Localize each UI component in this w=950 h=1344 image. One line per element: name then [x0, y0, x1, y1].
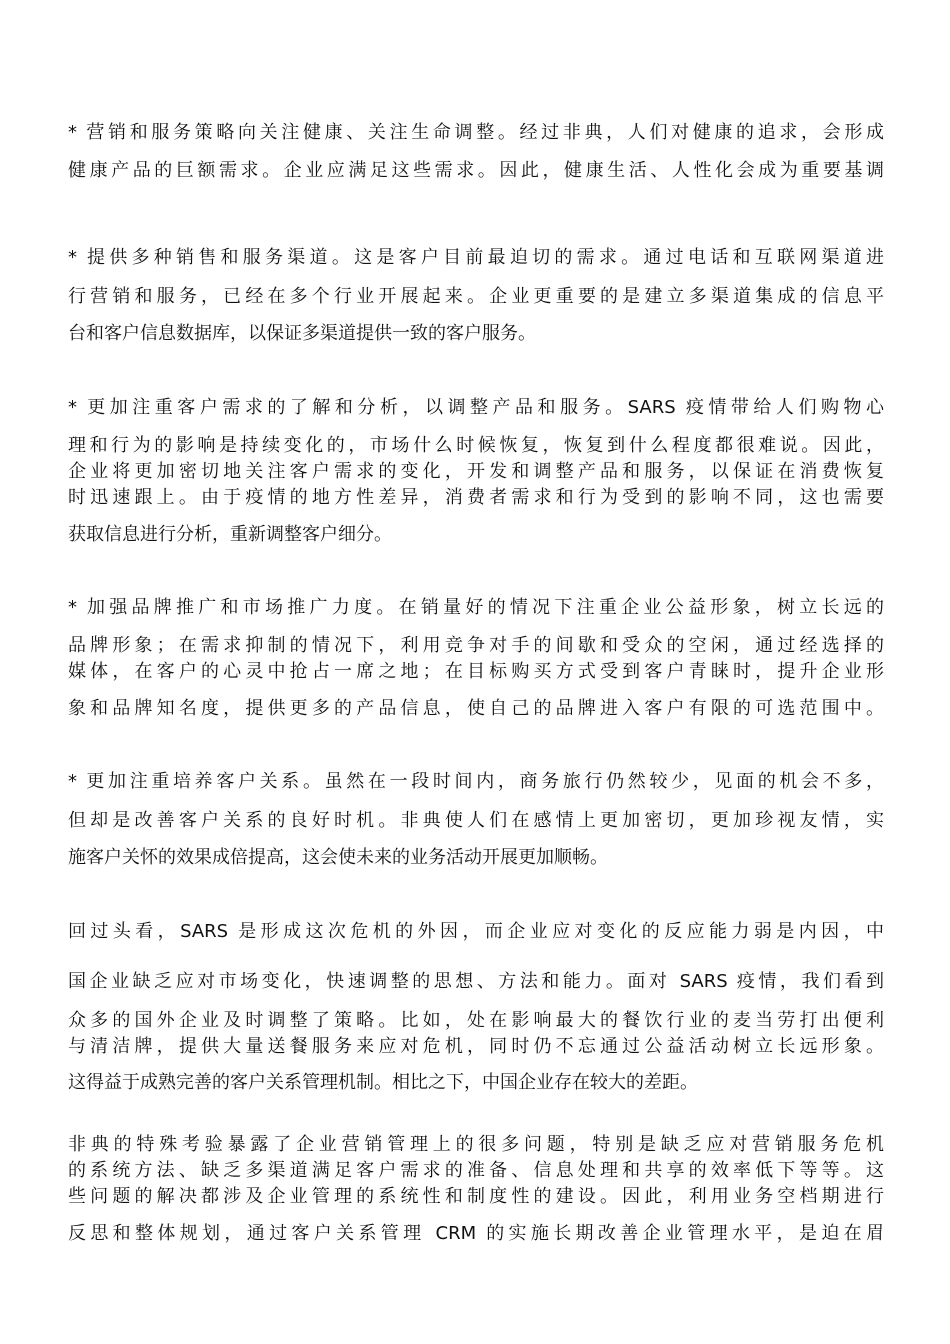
paragraph-3-line-4: 时迅速跟上。由于疫情的地方性差异，消费者需求和行为受到的影响不同，这也需要	[68, 487, 884, 508]
paragraph-3-line-5: 获取信息进行分析，重新调整客户细分。	[68, 524, 392, 545]
paragraph-4-line-4: 象和品牌知名度，提供更多的产品信息，使自己的品牌进入客户有限的可选范围中。	[68, 698, 884, 719]
paragraph-7-line-4: 反思和整体规划，通过客户关系管理 CRM 的实施长期改善企业管理水平，是迫在眉	[68, 1223, 884, 1244]
paragraph-3-line-3: 企业将更加密切地关注客户需求的变化，开发和调整产品和服务，以保证在消费恢复	[68, 461, 884, 482]
paragraph-6-line-4: 与清洁牌，提供大量送餐服务来应对危机，同时仍不忘通过公益活动树立长远形象。	[68, 1036, 884, 1057]
paragraph-4-line-3: 媒体，在客户的心灵中抢占一席之地；在目标购买方式受到客户青睐时，提升企业形	[68, 661, 884, 682]
paragraph-4-line-1: * 加强品牌推广和市场推广力度。在销量好的情况下注重企业公益形象，树立长远的	[68, 597, 884, 618]
paragraph-6-line-3: 众多的国外企业及时调整了策略。比如，处在影响最大的餐饮行业的麦当劳打出便利	[68, 1010, 884, 1031]
paragraph-5-line-1: * 更加注重培养客户关系。虽然在一段时间内，商务旅行仍然较少，见面的机会不多，	[68, 771, 884, 792]
paragraph-2-line-2: 行营销和服务，已经在多个行业开展起来。企业更重要的是建立多渠道集成的信息平	[68, 286, 884, 307]
paragraph-2-line-3: 台和客户信息数据库，以保证多渠道提供一致的客户服务。	[68, 323, 536, 344]
paragraph-3-line-2: 理和行为的影响是持续变化的，市场什么时候恢复，恢复到什么程度都很难说。因此，	[68, 435, 884, 456]
paragraph-6-line-2: 国企业缺乏应对市场变化，快速调整的思想、方法和能力。面对 SARS 疫情，我们看到	[68, 971, 884, 992]
paragraph-7-line-1: 非典的特殊考验暴露了企业营销管理上的很多问题，特别是缺乏应对营销服务危机	[68, 1134, 884, 1155]
paragraph-2-line-1: * 提供多种销售和服务渠道。这是客户目前最迫切的需求。通过电话和互联网渠道进	[68, 247, 884, 268]
paragraph-1-line-1: * 营销和服务策略向关注健康、关注生命调整。经过非典，人们对健康的追求，会形成	[68, 122, 884, 143]
paragraph-7-line-3: 些问题的解决都涉及企业管理的系统性和制度性的建设。因此，利用业务空档期进行	[68, 1186, 884, 1207]
paragraph-5-line-2: 但却是改善客户关系的良好时机。非典使人们在感情上更加密切，更加珍视友情，实	[68, 810, 884, 831]
paragraph-7-line-2: 的系统方法、缺乏多渠道满足客户需求的准备、信息处理和共享的效率低下等等。这	[68, 1160, 884, 1181]
paragraph-5-line-3: 施客户关怀的效果成倍提高，这会使未来的业务活动开展更加顺畅。	[68, 847, 608, 868]
paragraph-4-line-2: 品牌形象；在需求抑制的情况下，利用竞争对手的间歇和受众的空闲，通过经选择的	[68, 635, 884, 656]
paragraph-6-line-1: 回过头看，SARS 是形成这次危机的外因，而企业应对变化的反应能力弱是内因，中	[68, 921, 884, 942]
paragraph-1-line-2: 健康产品的巨额需求。企业应满足这些需求。因此，健康生活、人性化会成为重要基调	[68, 160, 884, 181]
paragraph-6-line-5: 这得益于成熟完善的客户关系管理机制。相比之下，中国企业存在较大的差距。	[68, 1072, 698, 1093]
paragraph-3-line-1: * 更加注重客户需求的了解和分析，以调整产品和服务。SARS 疫情带给人们购物心	[68, 397, 884, 418]
